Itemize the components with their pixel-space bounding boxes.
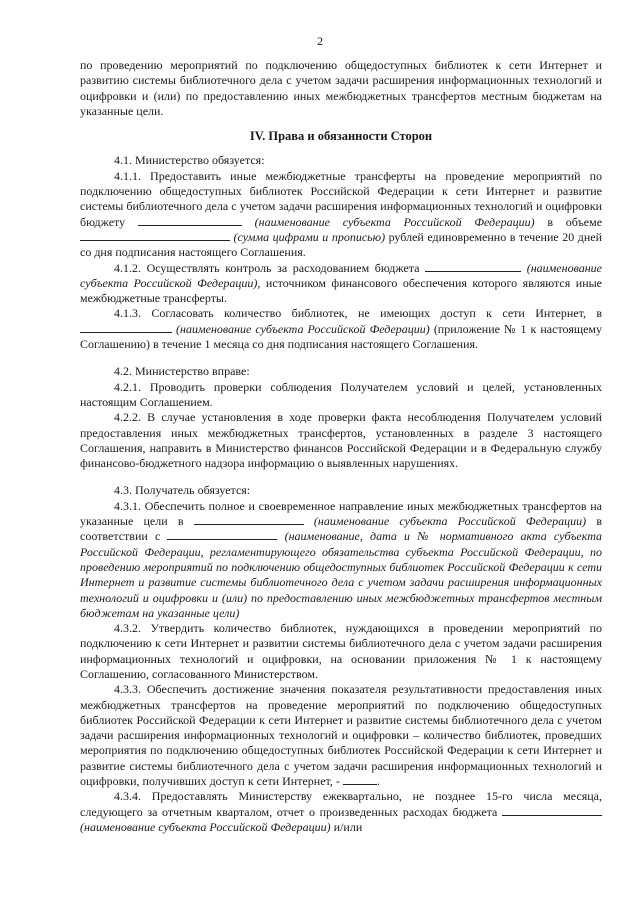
hint-text: (наименование, дата и № нормативного акта субъекта Российской Федерации, регламентирующего обязательства субъекта Российской Федерации, по проведению мероприятий по подключению общедоступных библиотек Российской Федерации к сети Интернет и развитие системы библиотечного дела с учетом задачи расширения информационных технологий и оцифровки и (или) по предоставлению иных межбюджетных трансфертов местным бюджетам на указанные цели) [80,529,603,620]
hint-text: (наименование субъекта Российской Федерации) [80,819,331,834]
clause-4-2-title: 4.2. Министерство вправе: [114,364,250,379]
fill-blank [167,529,277,540]
page-number: 2 [317,34,323,48]
document-body [80,58,602,835]
clause-4-3-title: 4.3. Получатель обязуется: [114,483,251,498]
fill-blank [343,774,377,785]
clause-4-1-1 [80,169,602,261]
fill-blank [138,215,242,226]
fill-blank [502,805,602,816]
clause-4-3-1-text: 4.3.1. Обеспечить полное и своевременное направление иных межбюджетных трансфертов на указанные цели в [80,498,602,529]
clause-4-3-3-text: 4.3.3. Обеспечить достижение значения показателя результативности предоставления иных межбюджетных трансфертов на проведение мероприятий по подключению общедоступных библиотек Российской Федерации к сети Интернет и развитие системы библиотечного дела с учетом задачи расширения информационных технологий и оцифровки – количество библиотек, проведших мероприятия по подключению общедоступных библиотек Российской Федерации к сети Интернет и развитие системы библиотечного дела с учетом задачи расширения информационных технологий и оцифровки, получивших доступ к сети Интернет, - [80,682,602,789]
spacer [80,471,602,483]
clause-4-1-1-text-b: в объеме [547,214,603,229]
clause-4-2-2: 4.2.2. В случае установления в ходе проверки факта несоблюдения Получателем условий предоставления иных межбюджетных трансфертов, установленных в разделе 3 настоящего Соглашения, направить в Министерство финансов Российской Федерации и в Федеральную службу финансово-бюджетного надзора информацию о выявленных нарушениях. [80,410,602,471]
clause-4-1-3-text-b: (приложение № 1 к настоящему Соглашению) в течение 1 месяца со дня подписания настоящего Соглашения. [80,321,602,352]
clause-4-1-1-text-c: рублей единовременно в течение 20 дней со дня подписания настоящего Соглашения. [80,229,603,260]
clause-4-3-4 [80,789,602,835]
clause-4-1-2-text-b: источником финансового обеспечения которого являются иные межбюджетные трансферты. [80,275,603,306]
spacer [80,352,602,364]
hint-text: (сумма цифрами и прописью) [233,229,386,244]
fill-blank [194,514,304,525]
clause-4-1-title: 4.1. Министерство обязуется: [114,153,265,168]
clause-4-3-1-text-b: в соответствии с [80,514,603,544]
clause-4-3-3: 4.3.3. Обеспечить достижение значения показателя результативности предоставления иных межбюджетных трансфертов на проведение мероприятий по подключению общедоступных библиотек Российской Федерации к сети Интернет и развитие системы библиотечного дела с учетом задачи расширения информационных технологий и оцифровки – количество библиотек, проведших мероприятия по подключению общедоступных библиотек Российской Федерации к сети Интернет и развитие системы библиотечного дела с учетом задачи расширения информационных технологий и оцифровки, получивших доступ к сети Интернет, - . [80,682,602,789]
hint-text: (наименование субъекта Российской Федерации), [80,260,602,290]
hint-text: (наименование субъекта Российской Федерации) [313,514,587,529]
clause-4-1-2-text: 4.1.2. Осуществлять контроль за расходованием бюджета [114,260,420,275]
hint-text: (наименование субъекта Российской Федерации) [254,214,535,229]
fill-blank [425,261,521,272]
fill-blank [80,230,230,241]
clause-4-3-1 [80,499,602,621]
intro-paragraph: по проведению мероприятий по подключению общедоступных библиотек к сети Интернет и развитию системы библиотечного дела с учетом задачи расширения информационных технологий и оцифровки и (или) по предоставлению иных межбюджетных трансфертов местным бюджетам на указанные цели. [80,58,602,118]
clause-4-2-1: 4.2.1. Проводить проверки соблюдения Получателем условий и целей, установленных настоящим Соглашением. [80,379,602,409]
fill-blank [80,322,172,333]
clause-4-3-4-text: 4.3.4. Предоставлять Министерству ежеквартально, не позднее 15-го числа месяца, следующего за отчетным кварталом, отчет о произведенных расходах бюджета [80,789,602,819]
clause-4-3-4-text-b: и/или [333,819,363,834]
hint-text: (наименование субъекта Российской Федерации) [176,321,430,336]
clause-4-3-2: 4.3.2. Утвердить количество библиотек, нуждающихся в проведении мероприятий по подключению к сети Интернет и развитии системы библиотечного дела с учетом задачи расширения информационных технологий и оцифровки, на основании приложения № 1 к настоящему Соглашению, согласованного Министерством. [80,621,602,681]
clause-4-1-1-text: 4.1.1. Предоставить иные межбюджетные трансферты на проведение мероприятий по подключению общедоступных библиотек Российской Федерации к сети Интернет и развитие системы библиотечного дела с учетом задачи расширения информационных технологий и оцифровки бюджету [80,168,602,229]
clause-4-1-2 [80,261,602,307]
clause-4-1-3 [80,306,602,352]
section-heading: IV. Права и обязанности Сторон [249,129,433,144]
clause-4-1-3-text: 4.1.3. Согласовать количество библиотек, не имеющих доступ к сети Интернет, в [114,306,602,321]
